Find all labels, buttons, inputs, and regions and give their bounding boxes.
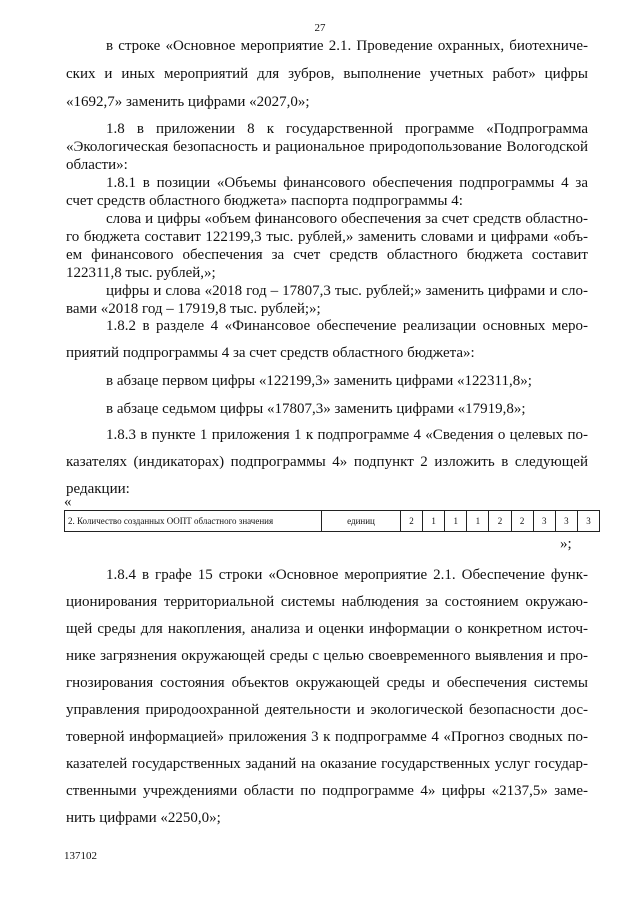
text-line: ционирования территориальной системы наблюдения за состоянием окружаю- (66, 594, 588, 610)
text-line: приятий подпрограммы 4 за счет средств областного бюджета»: (66, 345, 475, 361)
text-line: в абзаце седьмом цифры «17807,3» заменить цифрами «17919,8»; (106, 401, 526, 417)
text-line: 1.8.4 в графе 15 строки «Основное мероприятие 2.1. Обеспечение функ- (106, 567, 588, 583)
text-line: цифры и слова «2018 год – 17807,3 тыс. рублей;» заменить цифрами и сло- (106, 283, 588, 299)
table-close-quote: »; (560, 536, 572, 552)
indicator-value-cell: 2 (489, 511, 511, 532)
text-line: в абзаце первом цифры «122199,3» заменить цифрами «122311,8»; (106, 373, 532, 389)
text-line: в строке «Основное мероприятие 2.1. Проведение охранных, биотехниче- (106, 38, 588, 54)
text-line: 122311,8 тыс. рублей,»; (66, 265, 216, 281)
text-line: «Экологическая безопасность и рациональное природопользование Вологодской (66, 139, 588, 155)
indicator-value-cell: 3 (577, 511, 599, 532)
text-line: гнозирования состояния объектов окружающей среды и обеспечения системы (66, 675, 588, 691)
text-line: ственными учреждениями области по подпрограмме 4» цифры «2137,5» заме- (66, 783, 588, 799)
text-line: ских и иных мероприятий для зубров, выполнение учетных работ» цифры (66, 66, 588, 82)
indicators-table-wrapper (64, 510, 600, 532)
footer-code: 137102 (64, 850, 97, 862)
text-line: счет средств областного бюджета» паспорта подпрограммы 4: (66, 193, 463, 209)
indicator-value-cell: 1 (445, 511, 467, 532)
text-line: редакции: (66, 481, 130, 497)
text-line: слова и цифры «объем финансового обеспечения за счет средств областно- (106, 211, 588, 227)
text-line: «1692,7» заменить цифрами «2027,0»; (66, 94, 310, 110)
text-line: 1.8 в приложении 8 к государственной программе «Подпрограмма (106, 121, 588, 137)
indicator-value-cell: 2 (511, 511, 533, 532)
indicator-unit-cell: единиц (322, 511, 401, 532)
indicator-name-cell: 2. Количество созданных ООПТ областного значения (65, 511, 322, 532)
text-line: щей среды для накопления, анализа и оценки информации о конкретном источ- (66, 621, 588, 637)
indicator-value-cell: 1 (467, 511, 489, 532)
text-line: го бюджета составит 122199,3 тыс. рублей,» заменить словами и цифрами «объ- (66, 229, 588, 245)
text-line: вами «2018 год – 17919,8 тыс. рублей;»; (66, 301, 321, 317)
text-line: ем финансового обеспечения за счет средств областного бюджета составит (66, 247, 588, 263)
indicator-value-cell: 3 (533, 511, 555, 532)
text-line: казателях (индикаторах) подпрограммы 4» подпункт 2 изложить в следующей (66, 454, 588, 470)
text-line: управления природоохранной деятельности и экологической безопасности дос- (66, 702, 588, 718)
table-row (65, 511, 600, 532)
text-line: товерной информацией» приложения 3 к подпрограмме 4 «Прогноз сводных по- (66, 729, 588, 745)
indicator-value-cell: 2 (401, 511, 423, 532)
text-line: нике загрязнения окружающей среды с целью своевременного выявления и про- (66, 648, 588, 664)
text-line: казателей государственных заданий на оказание государственных услуг государ- (66, 756, 588, 772)
text-line: нить цифрами «2250,0»; (66, 810, 221, 826)
indicator-value-cell: 1 (423, 511, 445, 532)
text-line: области»: (66, 157, 128, 173)
text-line: 1.8.2 в разделе 4 «Финансовое обеспечение реализации основных меро- (106, 318, 588, 334)
indicators-table (64, 510, 600, 532)
text-line: 1.8.3 в пункте 1 приложения 1 к подпрограмме 4 «Сведения о целевых по- (106, 427, 588, 443)
page-number: 27 (314, 22, 326, 34)
table-open-quote: « (64, 494, 72, 510)
text-line: 1.8.1 в позиции «Объемы финансового обеспечения подпрограммы 4 за (106, 175, 588, 191)
indicator-value-cell: 3 (555, 511, 577, 532)
